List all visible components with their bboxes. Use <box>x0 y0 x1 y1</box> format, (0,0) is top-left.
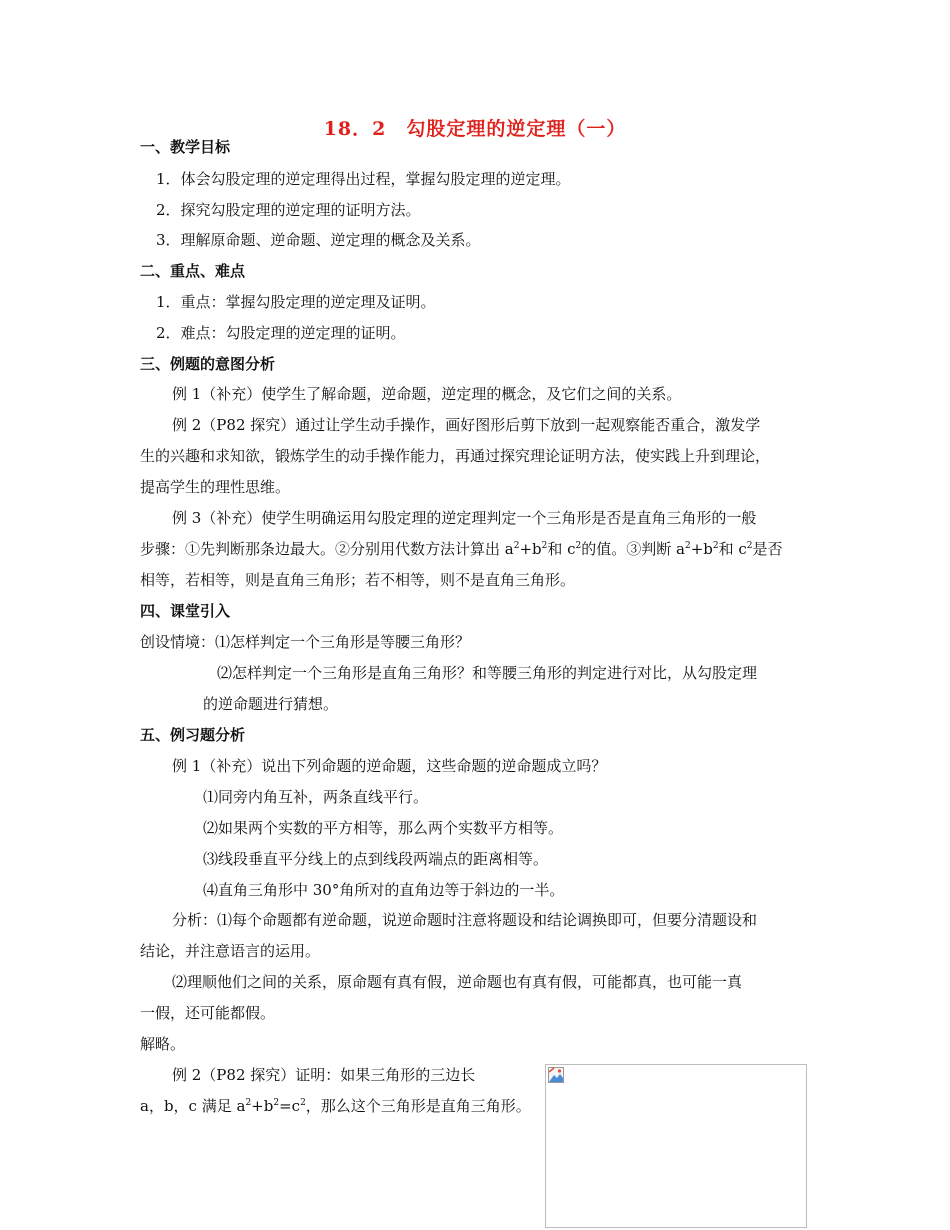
example-2-line: 例 2（P82 探究）证明：如果三角形的三边长 <box>172 1066 476 1084</box>
analysis-line: ⑵理顺他们之间的关系，原命题有真有假，逆命题也有真有假，可能都真，也可能一真 <box>172 973 743 991</box>
section-heading-key-points: 二、重点、难点 <box>140 262 246 280</box>
solution-note: 解略。 <box>140 1035 186 1053</box>
example-2-line: a，b，c 满足 $a^2+b^2=c^2$，那么这个三角形是直角三角形。 <box>140 1097 531 1115</box>
example-1-prompt: 例 1（补充）说出下列命题的逆命题，这些命题的逆命题成立吗？ <box>172 757 607 775</box>
introduction-line: 创设情境：⑴怎样判定一个三角形是等腰三角形？ <box>140 633 471 651</box>
figure-placeholder <box>545 1064 807 1228</box>
introduction-line: ⑵怎样判定一个三角形是直角三角形？和等腰三角形的判定进行对比，从勾股定理 <box>217 664 758 682</box>
analysis-line: 一假，还可能都假。 <box>140 1004 276 1022</box>
analysis-line: 分析：⑴每个命题都有逆命题，说逆命题时注意将题设和结论调换即可，但要分清题设和 <box>172 911 758 929</box>
intent-paragraph-2-line: 提高学生的理性思维。 <box>140 478 291 496</box>
example-1-item: ⑴同旁内角互补，两条直线平行。 <box>203 788 429 806</box>
document-title: 18．2 勾股定理的逆定理（一） <box>323 118 627 140</box>
introduction-line: 的逆命题进行猜想。 <box>203 695 339 713</box>
section-heading-objectives: 一、教学目标 <box>140 138 231 156</box>
analysis-line: 结论，并注意语言的运用。 <box>140 942 321 960</box>
section-heading-exercise-analysis: 五、例习题分析 <box>140 726 246 744</box>
example-1-item: ⑵如果两个实数的平方相等，那么两个实数平方相等。 <box>203 819 564 837</box>
section-heading-example-intent: 三、例题的意图分析 <box>140 355 276 373</box>
key-point-item: 2．难点：勾股定理的逆定理的证明。 <box>156 324 406 342</box>
example-1-item: ⑷直角三角形中 30°角所对的直角边等于斜边的一半。 <box>203 881 565 899</box>
objective-item: 2．探究勾股定理的逆定理的证明方法。 <box>156 201 421 219</box>
intent-paragraph-3-line: 相等，若相等，则是直角三角形；若不相等，则不是直角三角形。 <box>140 571 576 589</box>
example-1-item: ⑶线段垂直平分线上的点到线段两端点的距离相等。 <box>203 850 549 868</box>
objective-item: 3．理解原命题、逆命题、逆定理的概念及关系。 <box>156 231 481 249</box>
objective-item: 1．体会勾股定理的逆定理得出过程，掌握勾股定理的逆定理。 <box>156 170 571 188</box>
intent-paragraph-1: 例 1（补充）使学生了解命题，逆命题，逆定理的概念，及它们之间的关系。 <box>172 385 682 403</box>
intent-paragraph-2-line: 例 2（P82 探究）通过让学生动手操作，画好图形后剪下放到一起观察能否重合，激发学 <box>172 416 761 434</box>
intent-paragraph-3-line: 例 3（补充）使学生明确运用勾股定理的逆定理判定一个三角形是否是直角三角形的一般 <box>172 509 757 527</box>
intent-paragraph-2-line: 生的兴趣和求知欲，锻炼学生的动手操作能力，再通过探究理论证明方法，使实践上升到理论， <box>140 447 771 465</box>
broken-image-icon <box>548 1067 564 1083</box>
section-heading-introduction: 四、课堂引入 <box>140 602 231 620</box>
key-point-item: 1．重点：掌握勾股定理的逆定理及证明。 <box>156 293 436 311</box>
intent-paragraph-3-line: 步骤：①先判断那条边最大。②分别用代数方法计算出 $a^2+b^2$和 $c^2$的值。③判断 $a^2+b^2$和 $c^2$是否 <box>140 540 783 558</box>
